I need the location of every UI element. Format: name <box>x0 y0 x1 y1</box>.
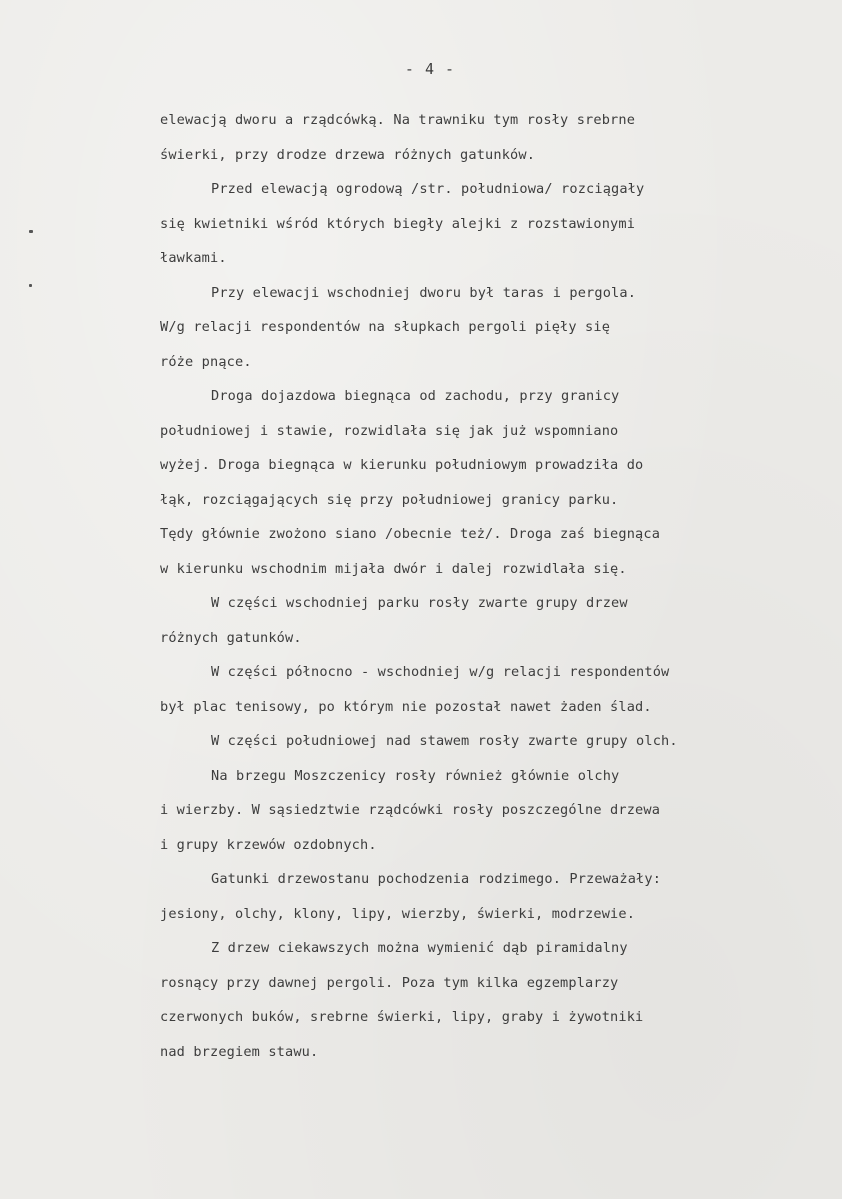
text-line: elewacją dworu a rządcówką. Na trawniku tym rosły srebrne <box>160 112 636 128</box>
margin-mark <box>29 230 33 233</box>
text-line: nad brzegiem stawu. <box>160 1043 319 1060</box>
text-line: łąk, rozciągających się przy południowej granicy parku. <box>160 491 619 508</box>
text-line: Gatunki drzewostanu pochodzenia rodzimego. Przeważały: <box>211 871 662 887</box>
text-line: Z drzew ciekawszych można wymienić dąb piramidalny <box>211 940 628 956</box>
text-line: W/g relacji respondentów na słupkach pergoli pięły się <box>160 319 611 335</box>
text-line: W części południowej nad stawem rosły zwarte grupy olch. <box>211 733 678 749</box>
text-line: różnych gatunków. <box>160 629 302 646</box>
text-line: Przy elewacji wschodniej dworu był taras i pergola. <box>211 284 637 301</box>
body-text <box>160 103 800 1069</box>
text-line: rosnący przy dawnej pergoli. Poza tym kilka egzemplarzy <box>160 974 619 991</box>
text-line: w kierunku wschodnim mijała dwór i dalej rozwidlała się. <box>160 560 627 577</box>
text-line: się kwietniki wśród których biegły alejki z rozstawionymi <box>160 215 636 232</box>
text-line: róże pnące. <box>160 353 252 370</box>
text-line: wyżej. Droga biegnąca w kierunku południowym prowadziła do <box>160 457 644 473</box>
text-line: Droga dojazdowa biegnąca od zachodu, przy granicy <box>211 388 620 404</box>
text-line: czerwonych buków, srebrne świerki, lipy, graby i żywotniki <box>160 1009 644 1025</box>
text-line: południowej i stawie, rozwidlała się jak już wspomniano <box>160 422 619 439</box>
text-line: i grupy krzewów ozdobnych. <box>160 836 377 853</box>
text-line: jesiony, olchy, klony, lipy, wierzby, świerki, modrzewie. <box>160 905 636 922</box>
page-number: - 4 - <box>404 60 456 78</box>
text-line: i wierzby. W sąsiedztwie rządcówki rosły poszczególne drzewa <box>160 802 661 818</box>
text-line: był plac tenisowy, po którym nie pozostał nawet żaden ślad. <box>160 698 652 715</box>
text-line: świerki, przy drodze drzewa różnych gatunków. <box>160 146 536 163</box>
text-line: Tędy głównie zwożono siano /obecnie też/. Droga zaś biegnąca <box>160 526 661 542</box>
text-line: W części wschodniej parku rosły zwarte grupy drzew <box>211 595 628 611</box>
text-line: Na brzegu Moszczenicy rosły również głównie olchy <box>211 767 620 784</box>
text-line: ławkami. <box>160 250 227 266</box>
text-line: Przed elewacją ogrodową /str. południowa/ rozciągały <box>211 181 645 197</box>
text-line: W części północno - wschodniej w/g relacji respondentów <box>211 664 670 680</box>
margin-mark <box>29 284 32 287</box>
